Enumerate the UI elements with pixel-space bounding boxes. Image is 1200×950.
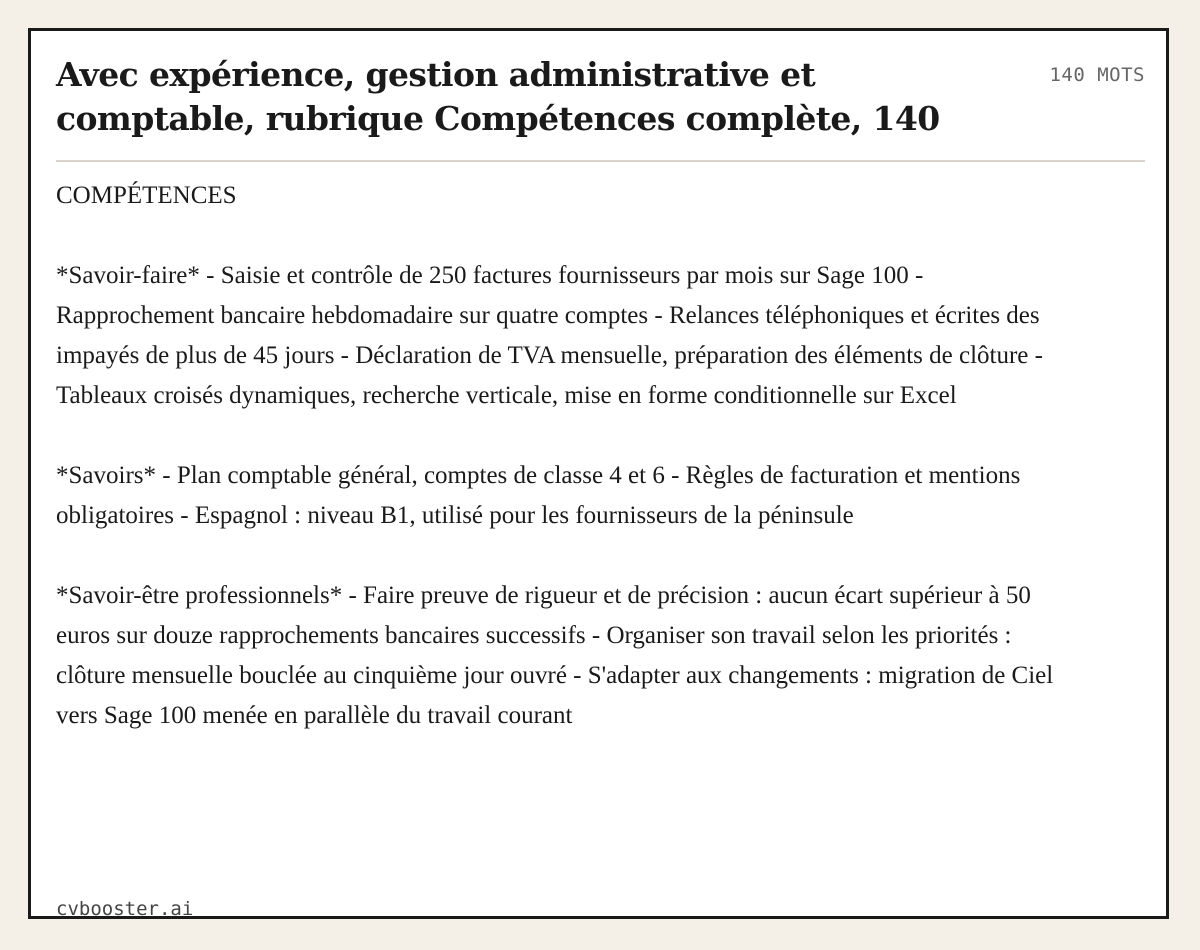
word-count-badge: 140 MOTS [1049,64,1145,86]
card-title: Avec expérience, gestion administrative et comptable, rubrique Compétences complète, 140 [56,55,940,138]
card-header [56,53,1145,163]
brand-footer: cvbooster.ai [56,898,194,920]
section-heading: COMPÉTENCES [56,182,237,209]
paragraph-savoir-faire: *Savoir-faire* - Saisie et contrôle de 250 factures fournisseurs par mois sur Sage 100 - Rapprochement bancaire hebdomadaire sur quatre comptes - Relances téléphoniques et écrites des impayés de plus de 45 jours - Déclaration de TVA mensuelle, préparation des éléments de clôture - Tableaux croisés dynamiques, recherche verticale, mise en forme conditionnelle sur Excel [56,262,1043,409]
paragraph-savoirs: *Savoirs* - Plan comptable général, comptes de classe 4 et 6 - Règles de facturation et mentions obligatoires - Espagnol : niveau B1, utilisé pour les fournisseurs de la péninsule [56,462,1021,529]
example-card [28,28,1169,919]
header-divider [56,160,1145,162]
card-body [56,176,1056,736]
paragraph-savoir-etre: *Savoir-être professionnels* - Faire preuve de rigueur et de précision : aucun écart supérieur à 50 euros sur douze rapprochements bancaires successifs - Organiser son travail selon les priorités : clôture mensuelle bouclée au cinquième jour ouvré - S'adapter aux changements : migration de Ciel vers Sage 100 menée en parallèle du travail courant [56,582,1054,729]
